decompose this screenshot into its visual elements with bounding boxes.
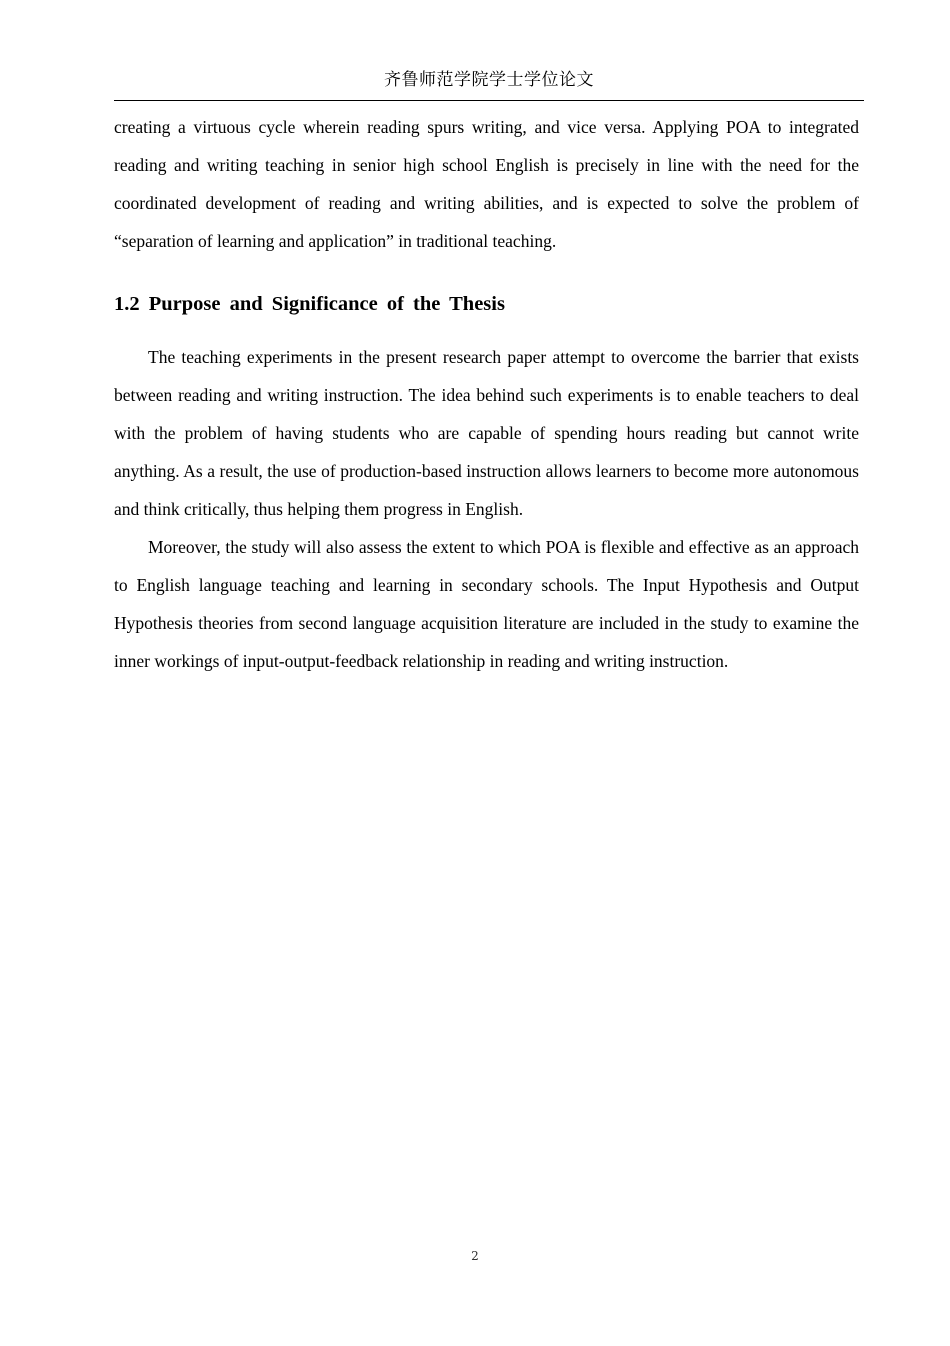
body-paragraph: The teaching experiments in the present research paper attempt to overcome the barrier that exists between reading and writing instruction. The idea behind such experiments is to enable teachers to deal with the problem of having students who are capable of spending hours reading but cannot write anything. As a result, the use of production-based instruction allows learners to become more autonomous and think critically, thus helping them progress in English. [114, 347, 859, 519]
body-paragraph: Moreover, the study will also assess the extent to which POA is flexible and effective as an approach to English language teaching and learning in secondary schools. The Input Hypothesis and Output Hypothesis theories from second language acquisition literature are included in the study to examine the inner workings of input-output-feedback relationship in reading and writing instruction. [114, 537, 859, 671]
running-header [114, 66, 864, 101]
page-number: 2 [471, 1249, 479, 1263]
section-heading: 1.2 Purpose and Significance of the Thesis [114, 293, 505, 315]
intro-paragraph: creating a virtuous cycle wherein reading spurs writing, and vice versa. Applying POA to integrated reading and writing teaching in senior high school English is precisely in line with the need for the coordinated development of reading and writing abilities, and is expected to solve the problem of “separation of learning and application” in traditional teaching. [114, 117, 859, 251]
running-header-title: 齐鲁师范学院学士学位论文 [384, 70, 594, 90]
page-body [114, 108, 859, 680]
